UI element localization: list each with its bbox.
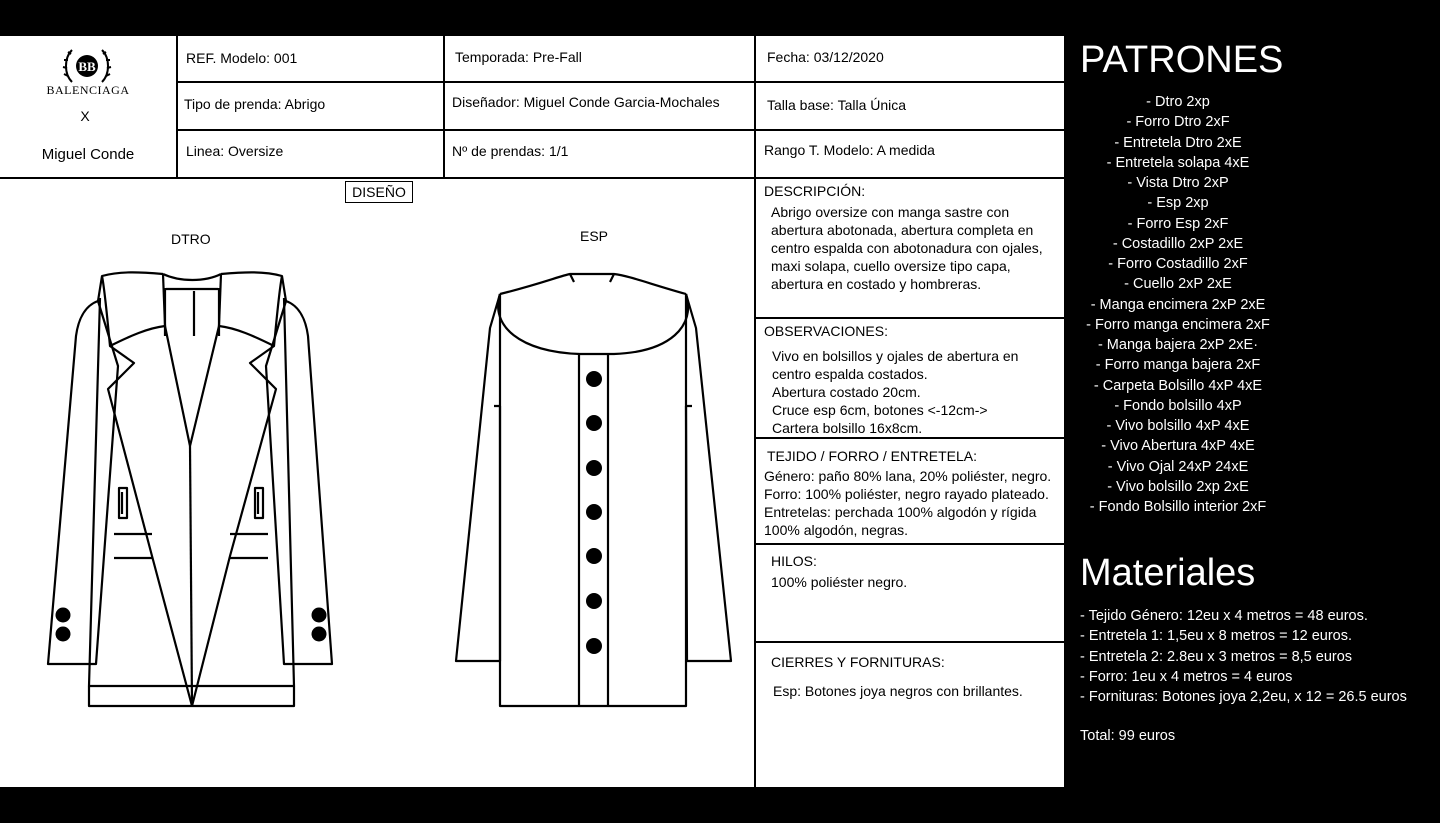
pattern-item: - Vivo Ojal 24xP 24xE	[1107, 458, 1249, 475]
materials-list	[1080, 606, 1407, 707]
garment-type: Tipo de prenda: Abrigo	[184, 96, 326, 112]
front-right-cuff-button	[312, 627, 327, 642]
front-right-cuff-button	[312, 608, 327, 623]
back-button	[586, 593, 602, 609]
pattern-item: - Manga encimera 2xP 2xE	[1090, 296, 1266, 313]
pattern-item: - Esp 2xp	[1147, 195, 1209, 212]
pattern-item: - Entretela solapa 4xE	[1106, 154, 1250, 171]
fabric-text: Género: paño 80% lana, 20% poliéster, negro. Forro: 100% poliéster, negro rayado plateado. Entretelas: perchada 100% algodón y rígida 100% algodón, negras.	[764, 468, 1052, 538]
patterns-title: PATRONES	[1080, 39, 1284, 81]
size-range: Rango T. Modelo: A medida	[764, 142, 935, 158]
pattern-item: - Manga bajera 2xP 2xE·	[1097, 337, 1259, 353]
closures-title: CIERRES Y FORNITURAS:	[771, 654, 945, 670]
material-item: - Entretela 1: 1,5eu x 8 metros = 12 euros.	[1080, 628, 1353, 645]
brand-name: BALENCIAGA	[46, 83, 130, 97]
materials-total: Total: 99 euros	[1080, 728, 1176, 744]
patterns-list	[1068, 92, 1288, 517]
pattern-item: - Dtro 2xp	[1146, 94, 1210, 110]
closures-text: Esp: Botones joya negros con brillantes.	[773, 683, 1023, 699]
back-button	[586, 371, 602, 387]
side-panel	[1064, 36, 1440, 787]
fabric-title: TEJIDO / FORRO / ENTRETELA:	[767, 448, 978, 464]
pattern-item: - Cuello 2xP 2xE	[1124, 276, 1232, 293]
svg-text:BB: BB	[78, 59, 96, 74]
pattern-item: - Fondo bolsillo 4xP	[1114, 397, 1242, 414]
front-coat-drawing	[48, 272, 332, 706]
back-button	[586, 638, 602, 654]
date: Fecha: 03/12/2020	[767, 49, 884, 65]
num-garments: Nº de prendas: 1/1	[452, 143, 569, 159]
tech-sheet	[0, 36, 1064, 787]
pattern-item: - Forro manga encimera 2xF	[1086, 316, 1270, 333]
design-tag: DISEÑO	[345, 181, 413, 203]
observations-title: OBSERVACIONES:	[764, 323, 888, 339]
materials-title: Materiales	[1080, 552, 1256, 594]
back-button	[586, 415, 602, 431]
brand-x: X	[80, 108, 90, 124]
base-size: Talla base: Talla Única	[767, 97, 907, 113]
material-item: - Fornituras: Botones joya 2,2eu, x 12 = 26.5 euros	[1080, 689, 1407, 706]
ref-model: REF. Modelo: 001	[186, 50, 298, 66]
pattern-item: - Vivo bolsillo 4xP 4xE	[1106, 418, 1250, 434]
front-left-cuff-button	[56, 608, 71, 623]
pattern-item: - Forro Esp 2xF	[1127, 215, 1229, 232]
designer: Diseñador: Miguel Conde Garcia-Mochales	[452, 94, 720, 110]
description-title: DESCRIPCIÓN:	[764, 183, 866, 199]
pattern-item: - Forro Costadillo 2xF	[1108, 256, 1248, 272]
season: Temporada: Pre-Fall	[455, 49, 582, 65]
pattern-item: - Fondo Bolsillo interior 2xF	[1089, 499, 1267, 515]
material-item: - Tejido Género: 12eu x 4 metros = 48 euros.	[1080, 608, 1368, 624]
brand-partner: Miguel Conde	[41, 146, 135, 163]
observations-text: Vivo en bolsillos y ojales de abertura en centro espalda costados. Abertura costado 20cm. Cruce esp 6cm, botones <-12cm-> Cartera bolsillo 16x8cm.	[772, 348, 1019, 436]
back-button	[586, 504, 602, 520]
back-view-label: ESP	[580, 228, 609, 244]
pattern-item: - Vivo Abertura 4xP 4xE	[1101, 438, 1255, 455]
material-item: - Entretela 2: 2.8eu x 3 metros = 8,5 euros	[1080, 648, 1353, 665]
pattern-item: - Entretela Dtro 2xE	[1114, 134, 1242, 151]
coat-sketch	[0, 36, 754, 787]
front-view-label: DTRO	[171, 231, 211, 247]
line: Linea: Oversize	[186, 143, 284, 159]
pattern-item: - Forro Dtro 2xF	[1126, 114, 1230, 131]
description-text: Abrigo oversize con manga sastre con abertura abotonada, abertura completa en centro espalda con abotonadura con ojales, maxi solapa, cuello oversize tipo capa, abertura en costado y hombreras.	[771, 204, 1043, 292]
pattern-item: - Vivo bolsillo 2xp 2xE	[1107, 478, 1249, 495]
material-item: - Forro: 1eu x 4 metros = 4 euros	[1080, 668, 1293, 685]
pattern-item: - Costadillo 2xP 2xE	[1112, 235, 1244, 252]
front-left-cuff-button	[56, 627, 71, 642]
threads-title: HILOS:	[771, 553, 817, 569]
pattern-item: - Vista Dtro 2xP	[1127, 175, 1229, 191]
back-button	[586, 460, 602, 476]
pattern-item: - Forro manga bajera 2xF	[1095, 357, 1261, 374]
threads-text: 100% poliéster negro.	[771, 574, 908, 590]
pattern-item: - Carpeta Bolsillo 4xP 4xE	[1093, 377, 1263, 394]
back-button	[586, 548, 602, 564]
